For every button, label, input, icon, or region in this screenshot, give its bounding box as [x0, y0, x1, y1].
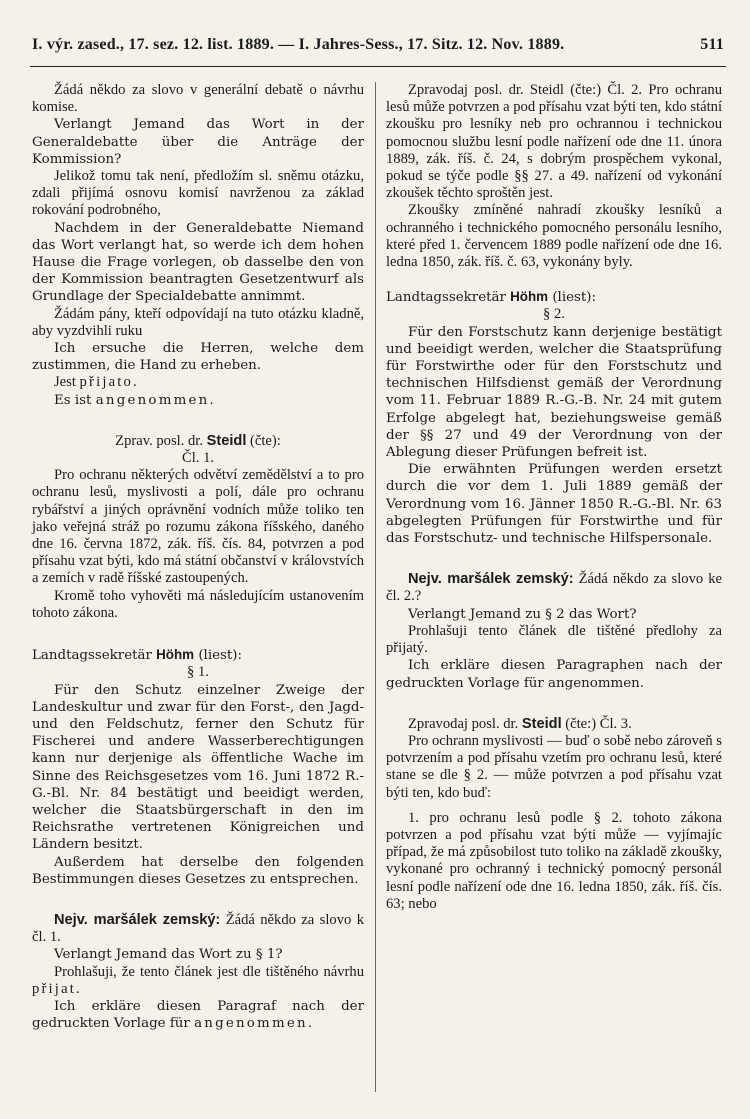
text-run: Landtagssekretär [386, 290, 511, 306]
speaker-heading [386, 288, 722, 306]
paragraph: Prohlašuji tento článek dle tištěné předlohy za přijatý. [386, 622, 722, 657]
paragraph: Verlangt Jemand das Wort zu § 1? [54, 947, 283, 963]
page-header [32, 36, 724, 54]
speaker-heading [32, 646, 364, 664]
section-heading: § 1. [187, 664, 209, 681]
paragraph: Ich erkläre diesen Paragraphen nach der gedruckten Vorlage für angenommen. [386, 658, 722, 691]
text-run: Zprav. posl. dr. [115, 432, 207, 449]
paragraph [32, 998, 364, 1032]
paragraph: Ich ersuche die Herren, welche dem zustimmen, die Hand zu erheben. [32, 341, 364, 374]
article-heading: Čl. 1. [181, 450, 215, 467]
paragraph [32, 392, 364, 409]
paragraph [32, 912, 364, 946]
speaker-name: Nejv. maršálek zemský: [408, 571, 574, 588]
text-run: Prohlašuji, že tento článek jest dle tištěného návrhu [54, 963, 364, 980]
paragraph: Für den Schutz einzelner Zweige der Landeskultur und zwar für den Forst-, den Jagd- und den Feldschutz, ferner den Schutz für Fischerei und andere Wasserberechtigungen kann nur derjenige als öffentliche Wache im Sinne des Reichsgesetzes vom 16. Juni 1872 R.-G.-Bl. Nr. 84 bestätigt und beeidigt werden, welcher die Staatsbürgerschaft in den im Reichsrathe vertretenen Königreichen und Ländern besitzt. [32, 682, 364, 853]
text-run: Žádá někdo za slovo k čl. 1. [32, 911, 364, 946]
paragraph: Die erwähnten Prüfungen werden ersetzt durch die vor dem 1. Juli 1889 gemäß der Verordnung vom 16. Jänner 1850 R.-G.-Bl. Nr. 63 abgelegten Prüfungen für Forstwirthe und für das Forstschutz- und technische Hilfspersonale. [386, 462, 722, 547]
text-run: Es ist [54, 392, 96, 408]
paragraph: Verlangt Jemand das Wort in der Generaldebatte über die Anträge der Kommission? [32, 117, 364, 167]
text-run: Jest [54, 374, 80, 391]
text-run: (liest): [194, 648, 243, 664]
paragraph: Žádá někdo za slovo v generální debatě o návrhu komise. [32, 82, 364, 116]
column-divider [375, 82, 376, 1092]
speaker-name: Höhm [510, 289, 549, 305]
spaced-text: angenommen. [194, 1016, 315, 1032]
left-column [32, 82, 364, 1032]
paragraph: Žádám pány, kteří odpovídají na tuto otázku kladně, aby vyzdvihli ruku [32, 305, 364, 339]
paragraph: 1. pro ochranu lesů podle § 2. tohoto zákona potvrzen a pod přísahu vzat býti může — vyjímajíc případ, že má způsobilost tuto toliko na základě zkoušky, vykonané pro ochranný i technický pomocný personál lesní podle nařízení ode dne 16. ledna 1850, zák. říš. čís. 63; nebo [386, 809, 722, 912]
paragraph: Verlangt Jemand zu § 2 das Wort? [408, 606, 637, 622]
text-run: Ich erkläre diesen Paragraf nach der gedruckten Vorlage für [32, 998, 364, 1032]
paragraph: Nachdem in der Generaldebatte Niemand das Wort verlangt hat, so werde ich dem hohen Hause die Frage vorlegen, ob dasselbe den von der Kommission beantragten Gesetzentwurf als Grundlage der Specialdebatte annimmt. [32, 220, 364, 305]
speaker-heading [32, 433, 364, 450]
paragraph [386, 571, 722, 605]
text-run: (liest): [548, 290, 597, 306]
paragraph: Zpravodaj posl. dr. Steidl (čte:) Čl. 2. Pro ochranu lesů může potvrzen a pod přísahu vzat býti ten, kdo státní zkoušku pro lesníky neb pro ochrannou i technickou pomocnou službu lesní podle nařízení ode dne 11. února 1889, zák. říš. č. 24, s dobrým prospěchem vykonal, pokud se týče podle §§ 27. a 49. nařízení od vykonání zkoušek těchto sproštěn jest. [386, 82, 722, 202]
paragraph: Pro ochranu některých odvětví zemědělství a to pro ochranu lesů, myslivosti a polí, dále pro ochranu rybářství a jiných oprávnění vodních může toliko ten jako veřejná stráž po rozumu zákona říšského, daného dne 16. června 1872, zák. říš. čís. 84, potvrzen a pod přísahu vzat býti, kdo má státní občanství v královstvích a zemích v radě říšské zastoupených. [32, 467, 364, 587]
paragraph [32, 374, 364, 391]
text-run: (čte): [246, 432, 281, 449]
text-run: (čte:) Čl. 3. [561, 715, 632, 732]
page-number: 511 [700, 36, 724, 53]
paragraph: Außerdem hat derselbe den folgenden Bestimmungen dieses Gesetzes zu entsprechen. [32, 854, 364, 887]
paragraph: Pro ochrann myslivosti — buď o sobě nebo zároveň s potvrzením a pod přísahu vzetím pro ochranu lesů, které stane se dle § 2. — může potvrzen a pod přísahu vzat býti ten, kdo buď: [386, 732, 722, 801]
paragraph: Jelikož tomu tak není, předložím sl. sněmu otázku, zdali přijímá osnovu komisí navrženou za základ rokování podrobného, [32, 168, 364, 219]
spaced-text: přijato. [79, 374, 139, 391]
spaced-text: angenommen. [95, 392, 216, 408]
header-rule [30, 66, 726, 67]
speaker-name: Nejv. maršálek zemský: [54, 911, 221, 928]
text-run: Žádá někdo za slovo ke čl. 2.? [386, 571, 722, 605]
spaced-text: přijat. [32, 980, 82, 997]
speaker-name: Steidl [521, 715, 562, 732]
paragraph [32, 964, 364, 998]
text-run: Zpravodaj posl. dr. [408, 715, 522, 732]
right-column [386, 82, 722, 913]
paragraph: Zkoušky zmíněné nahradí zkoušky lesníků a ochranného i technického pomocného personálu lesního, které před 1. červencem 1889 podle nařízení ode dne 16. ledna 1850, zák. říš. č. 63, vykonány byly. [386, 202, 722, 271]
section-heading: § 2. [543, 306, 565, 323]
text-run: Landtagssekretär [32, 648, 157, 664]
paragraph: Kromě toho vyhověti má následujícím ustanovením tohoto zákona. [32, 587, 364, 621]
speaker-name: Höhm [156, 647, 195, 663]
paragraph: Für den Forstschutz kann derjenige bestätigt und beeidigt werden, welcher die Staatsprüfung für Forstwirthe oder für den Forstschutz und technischen Hilfsdienst gemäß der Verordnung vom 11. Februar 1889 R.-G.-B. Nr. 24 mit gutem Erfolge abgelegt hat, beziehungsweise gemäß der §§ 27 und 49 der Verordnung von der Ablegung dieser Prüfungen befreit ist. [386, 324, 722, 461]
header-title: I. výr. zased., 17. sez. 12. list. 1889. — I. Jahres-Sess., 17. Sitz. 12. Nov. 1889. [32, 36, 565, 53]
speaker-name: Steidl [206, 432, 247, 449]
paragraph [386, 716, 722, 733]
